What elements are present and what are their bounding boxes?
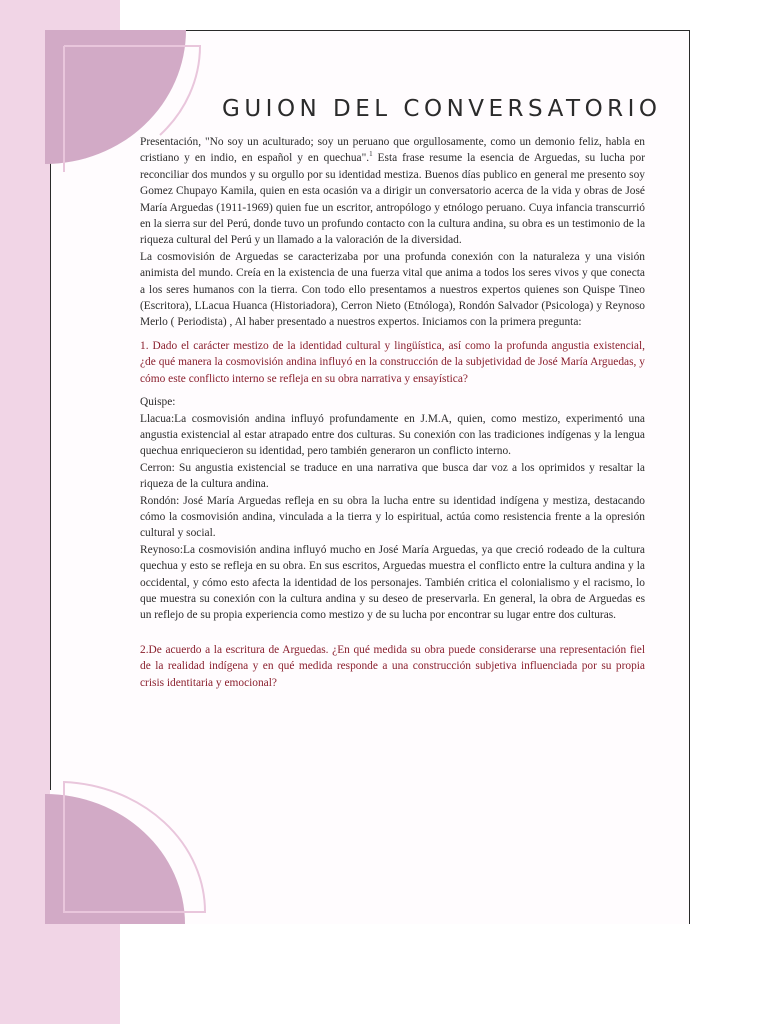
answer-rondon: Rondón: José María Arguedas refleja en su obra la lucha entre su identidad indígena y mestiza, destacando cómo la cosmovisión andina, vinculada a la tierra y lo espiritual, actúa como resistencia frente a la opresión cultural y social. bbox=[140, 494, 645, 540]
spacer bbox=[140, 387, 645, 394]
spacer bbox=[140, 624, 645, 642]
intro-paragraph-1 bbox=[140, 134, 645, 249]
answer-cerron: Cerron: Su angustia existencial se traduce en una narrativa que busca dar voz a los oprimidos y resaltar la riqueza de la cultura andina. bbox=[140, 461, 645, 491]
footnote-mark[interactable]: 1 bbox=[369, 150, 373, 159]
spacer bbox=[140, 331, 645, 338]
question-1: 1. Dado el carácter mestizo de la identidad cultural y lingüística, así como la profunda angustia existencial, ¿de qué manera la cosmovisión andina influyó en la construcción de la subjetividad de José María Arguedas, y cómo este conflicto interno se refleja en su obra narrativa y ensayística? bbox=[140, 339, 645, 385]
document-body bbox=[140, 134, 645, 691]
intro-quote: Presentación, "No soy un aculturado; soy un peruano que orgullosamente, como un demonio feliz, habla en cristiano y en indio, en español y en quechua". bbox=[140, 136, 645, 165]
question-2: 2.De acuerdo a la escritura de Arguedas. ¿En qué medida su obra puede considerarse una representación fiel de la realidad indígena y en qué medida responde a una construcción subjetiva influenciada por su propia crisis identitaria y emocional? bbox=[140, 643, 645, 689]
bottom-quarter-circle-decoration bbox=[40, 782, 215, 932]
answer-reynoso: Reynoso:La cosmovisión andina influyó mucho en José María Arguedas, ya que creció rodeado de la cultura quechua y esto se refleja en su obra. En sus escritos, Arguedas muestra el conflicto entre la cultura andina y la occidental, y cómo esto afecta la identidad de los personajes. También critica el colonialismo y el racismo, lo que muestra su conexión con la cultura andina y su deseo de preservarla. En general, la obra de Arguedas es un reflejo de su propia experiencia como mestizo y de su lucha por encontrar su lugar entre dos culturas. bbox=[140, 543, 645, 622]
intro-description: Esta frase resume la esencia de Arguedas, su lucha por reconciliar dos mundos y su orgullo por su identidad mestiza. Buenos días publico en general me presento soy Gomez Chupayo Kamila, quien en esta ocasión va a dirigir un conversatorio acerca de la vida y obras de José María Arguedas (1911-1969) quien fue un escritor, antropólogo y etnólogo peruano. Cuya infancia transcurrió en la sierra sur del Perú, donde tuvo un profundo contacto con la cultura andina, su obra es un testimonio de la riqueza cultural del Perú y un llamado a la valoración de la diversidad. bbox=[140, 152, 645, 247]
answer-llacua: Llacua:La cosmovisión andina influyó profundamente en J.M.A, quien, como mestizo, experimentó una angustia existencial al estar atrapado entre dos culturas. Su conexión con las tradiciones indígenas y la lengua quechua enriquecieron su identidad, pero también generaron un conflicto interno. bbox=[140, 412, 645, 458]
document-title: GUION DEL CONVERSATORIO bbox=[222, 96, 662, 122]
intro-paragraph-2: La cosmovisión de Arguedas se caracterizaba por una profunda conexión con la naturaleza y una visión animista del mundo. Creía en la existencia de una fuerza vital que anima a todos los seres vivos y que conecta a los seres humanos con la tierra. Con todo ello presentamos a nuestros expertos quienes son Quispe Tineo (Escritora), LLacua Huanca (Historiadora), Cerron Nieto (Etnóloga), Rondón Salvador (Psicologa) y Reynoso Merlo ( Periodista) , Al haber presentado a nuestros expertos. Iniciamos con la primera pregunta: bbox=[140, 250, 645, 329]
answer-quispe: Quispe: bbox=[140, 396, 176, 409]
